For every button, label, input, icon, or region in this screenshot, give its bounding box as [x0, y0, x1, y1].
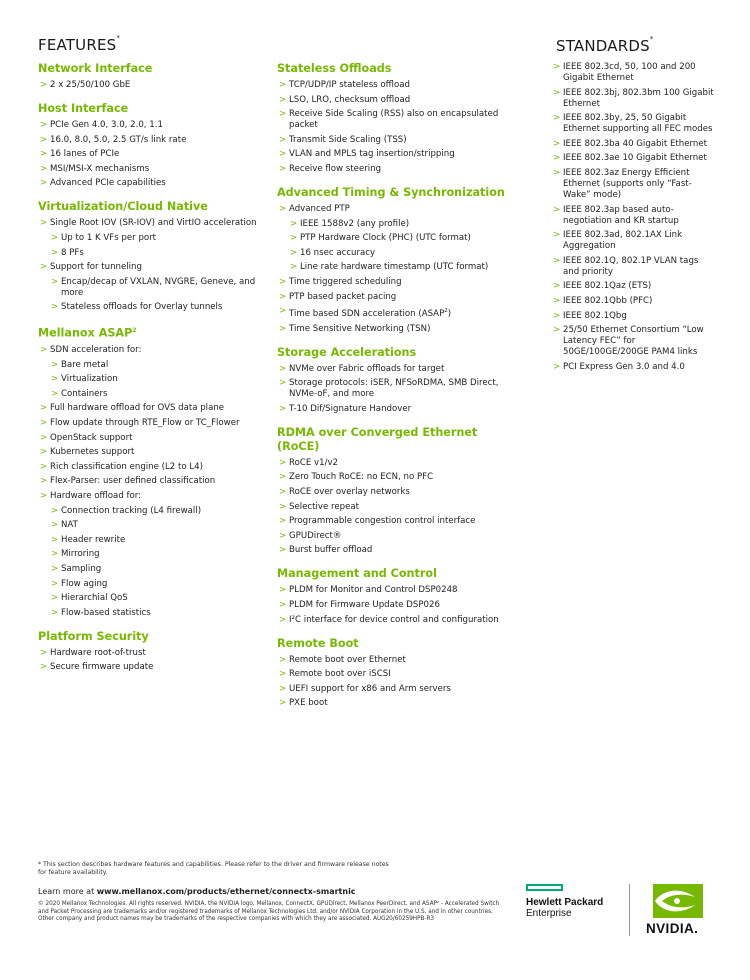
section-heading: Advanced Timing & Synchronization: [277, 185, 505, 199]
feature-item: > VLAN and MPLS tag insertion/stripping: [277, 149, 505, 160]
feature-sub-item: > Line rate hardware timestamp (UTC format): [277, 262, 505, 273]
section-heading: Storage Accelerations: [277, 345, 417, 359]
feature-item: > Remote boot over iSCSI: [277, 669, 505, 680]
feature-sub-item: > NAT: [38, 520, 266, 531]
feature-item: > LSO, LRO, checksum offload: [277, 95, 505, 106]
feature-list: [277, 80, 505, 175]
learn-more: Learn more at www.mellanox.com/products/ethernet/connectx-smartnic: [38, 887, 356, 896]
feature-item: > PXE boot: [277, 698, 505, 709]
copyright-notice: © 2020 Mellanox Technologies. All rights reserved. NVIDIA, the NVIDIA logo, Mellanox, ConnectX, GPUDirect, Mellanox PeerDirect, and ASAP² - Accelerated Switch and Packet Processing are trademarks and/or registered trademarks of Mellanox Technologies Ltd. and/or NVIDIA Corporation in the U.S, and in other countries. Other company and product names may be trademarks of the respective companies with which they are associated. AUG20/60259HPB-R3: [38, 901, 500, 922]
feature-item: > 16.0, 8.0, 5.0, 2.5 GT/s link rate: [38, 135, 266, 146]
standard-item: > IEEE 802.3cd, 50, 100 and 200 Gigabit Ethernet: [551, 62, 717, 84]
standard-item: > IEEE 802.1Qaz (ETS): [551, 281, 717, 292]
section-heading: RDMA over Converged Ethernet (RoCE): [277, 425, 478, 453]
feature-item: > Receive flow steering: [277, 164, 505, 175]
feature-item: > Advanced PCIe capabilities: [38, 178, 266, 189]
feature-item: > Time based SDN acceleration (ASAP$^2$): [277, 306, 505, 320]
feature-item: > Secure firmware update: [38, 662, 266, 673]
standard-item: > IEEE 802.3ap based auto-negotiation and KR startup: [551, 205, 717, 227]
standard-item: > PCI Express Gen 3.0 and 4.0: [551, 362, 717, 373]
feature-item: > Selective repeat: [277, 502, 505, 513]
nvidia-eye-icon: [653, 884, 703, 918]
feature-item: > Receive Side Scaling (RSS) also on encapsulated packet: [277, 109, 505, 131]
feature-item: > Programmable congestion control interface: [277, 516, 505, 527]
feature-sub-item: > Header rewrite: [38, 535, 266, 546]
hpe-logo: [526, 884, 622, 924]
standard-item: > IEEE 802.3ba 40 Gigabit Ethernet: [551, 139, 717, 150]
feature-item: > NVMe over Fabric offloads for target: [277, 364, 505, 375]
feature-sub-item: > Flow-based statistics: [38, 608, 266, 619]
section-heading: Mellanox ASAP$^2$: [38, 327, 137, 341]
section-heading: Stateless Offloads: [277, 62, 392, 75]
feature-sub-item: > Hierarchial QoS: [38, 593, 266, 604]
feature-sub-item: > Virtualization: [38, 374, 266, 385]
section-heading: Remote Boot: [277, 636, 359, 650]
feature-item: > RoCE v1/v2: [277, 458, 505, 469]
feature-item: > 2 x 25/50/100 GbE: [38, 80, 266, 91]
feature-item: > T-10 Dif/Signature Handover: [277, 404, 505, 415]
feature-item: > SDN acceleration for:: [38, 345, 266, 356]
standard-item: > IEEE 802.1Qbb (PFC): [551, 296, 717, 307]
feature-item: > Burst buffer offload: [277, 545, 505, 556]
feature-item: > GPUDirect®: [277, 531, 505, 542]
feature-list: [38, 648, 266, 674]
feature-item: > PCIe Gen 4.0, 3.0, 2.0, 1.1: [38, 120, 266, 131]
nvidia-logo: [645, 884, 720, 938]
feature-sub-item: > Stateless offloads for Overlay tunnels: [38, 302, 266, 313]
section-heading: Platform Security: [38, 629, 149, 643]
feature-item: > 16 lanes of PCIe: [38, 149, 266, 160]
feature-item: > OpenStack support: [38, 433, 266, 444]
feature-list: [277, 364, 505, 415]
features-heading: FEATURES*: [38, 34, 121, 54]
feature-list: [277, 655, 505, 710]
standard-item: > IEEE 802.3ae 10 Gigabit Ethernet: [551, 153, 717, 164]
feature-sub-item: > Mirroring: [38, 549, 266, 560]
feature-list: [38, 80, 266, 91]
feature-item: > Hardware root-of-trust: [38, 648, 266, 659]
feature-item: > UEFI support for x86 and Arm servers: [277, 684, 505, 695]
section-heading: Virtualization/Cloud Native: [38, 200, 208, 214]
feature-sub-item: > Encap/decap of VXLAN, NVGRE, Geneve, and more: [38, 277, 266, 299]
section-heading: Management and Control: [277, 567, 437, 581]
standard-item: > IEEE 802.3ad, 802.1AX Link Aggregation: [551, 230, 717, 252]
feature-item: > Kubernetes support: [38, 447, 266, 458]
feature-item: > I²C interface for device control and configuration: [277, 615, 505, 626]
feature-sub-item: > 8 PFs: [38, 248, 266, 259]
feature-item: > TCP/UDP/IP stateless offload: [277, 80, 505, 91]
feature-item: > Advanced PTP: [277, 204, 505, 215]
feature-sub-item: > PTP Hardware Clock (PHC) (UTC format): [277, 233, 505, 244]
feature-item: > Remote boot over Ethernet: [277, 655, 505, 666]
feature-sub-item: > Containers: [38, 389, 266, 400]
features-column-left: [38, 62, 266, 684]
feature-sub-item: > IEEE 1588v2 (any profile): [277, 219, 505, 230]
standard-item: > 25/50 Ethernet Consortium “Low Latency FEC” for 50GE/100GE/200GE PAM4 links: [551, 325, 717, 358]
features-column-middle: [277, 62, 505, 720]
standards-heading: STANDARDS*: [556, 35, 654, 55]
hpe-wordmark: Hewlett Packard Enterprise: [526, 897, 604, 919]
feature-item: > Single Root IOV (SR-IOV) and VirtIO acceleration: [38, 218, 266, 229]
feature-list: [277, 458, 505, 557]
logo-divider: [629, 884, 630, 936]
feature-item: > Zero Touch RoCE: no ECN, no PFC: [277, 472, 505, 483]
feature-item: > Storage protocols: iSER, NFSoRDMA, SMB Direct, NVMe-oF, and more: [277, 378, 505, 400]
feature-item: > PTP based packet pacing: [277, 292, 505, 303]
feature-sub-item: > Flow aging: [38, 579, 266, 590]
feature-item: > Flex-Parser: user defined classification: [38, 476, 266, 487]
section-heading: Network Interface: [38, 62, 153, 75]
hpe-rectangle-icon: [526, 884, 563, 891]
nvidia-wordmark: NVIDIA.: [646, 921, 699, 936]
feature-list: [38, 218, 266, 313]
feature-item: > Transmit Side Scaling (TSS): [277, 135, 505, 146]
standards-column: [551, 62, 717, 384]
feature-item: > MSI/MSI-X mechanisms: [38, 164, 266, 175]
standard-item: > IEEE 802.1Qbg: [551, 311, 717, 322]
feature-sub-item: > Sampling: [38, 564, 266, 575]
feature-item: > Flow update through RTE_Flow or TC_Flower: [38, 418, 266, 429]
feature-sub-item: > Connection tracking (L4 firewall): [38, 506, 266, 517]
feature-item: > Support for tunneling: [38, 262, 266, 273]
feature-list: [38, 345, 266, 619]
feature-item: > PLDM for Monitor and Control DSP0248: [277, 585, 505, 596]
footnote: * This section describes hardware features and capabilities. Please refer to the driver and firmware release notes for feature availability.: [38, 861, 389, 876]
feature-list: [38, 120, 266, 189]
feature-list: [277, 585, 505, 625]
standard-item: > IEEE 802.3bj, 802.3bm 100 Gigabit Ethernet: [551, 88, 717, 110]
standard-item: > IEEE 802.1Q, 802.1P VLAN tags and priority: [551, 256, 717, 278]
standard-item: > IEEE 802.3az Energy Efficient Ethernet (supports only “Fast-Wake” mode): [551, 168, 717, 201]
learn-more-link[interactable]: www.mellanox.com/products/ethernet/connectx-smartnic: [96, 887, 356, 896]
feature-item: > Hardware offload for:: [38, 491, 266, 502]
feature-item: > Time triggered scheduling: [277, 277, 505, 288]
feature-sub-item: > Up to 1 K VFs per port: [38, 233, 266, 244]
feature-item: > Rich classification engine (L2 to L4): [38, 462, 266, 473]
feature-list: [277, 204, 505, 335]
standards-list: [551, 62, 717, 373]
standard-item: > IEEE 802.3by, 25, 50 Gigabit Ethernet supporting all FEC modes: [551, 113, 717, 135]
feature-item: > Time Sensitive Networking (TSN): [277, 324, 505, 335]
section-heading: Host Interface: [38, 102, 129, 115]
feature-sub-item: > Bare metal: [38, 360, 266, 371]
feature-item: > PLDM for Firmware Update DSP026: [277, 600, 505, 611]
feature-item: > Full hardware offload for OVS data plane: [38, 403, 266, 414]
feature-sub-item: > 16 nsec accuracy: [277, 248, 505, 259]
feature-item: > RoCE over overlay networks: [277, 487, 505, 498]
